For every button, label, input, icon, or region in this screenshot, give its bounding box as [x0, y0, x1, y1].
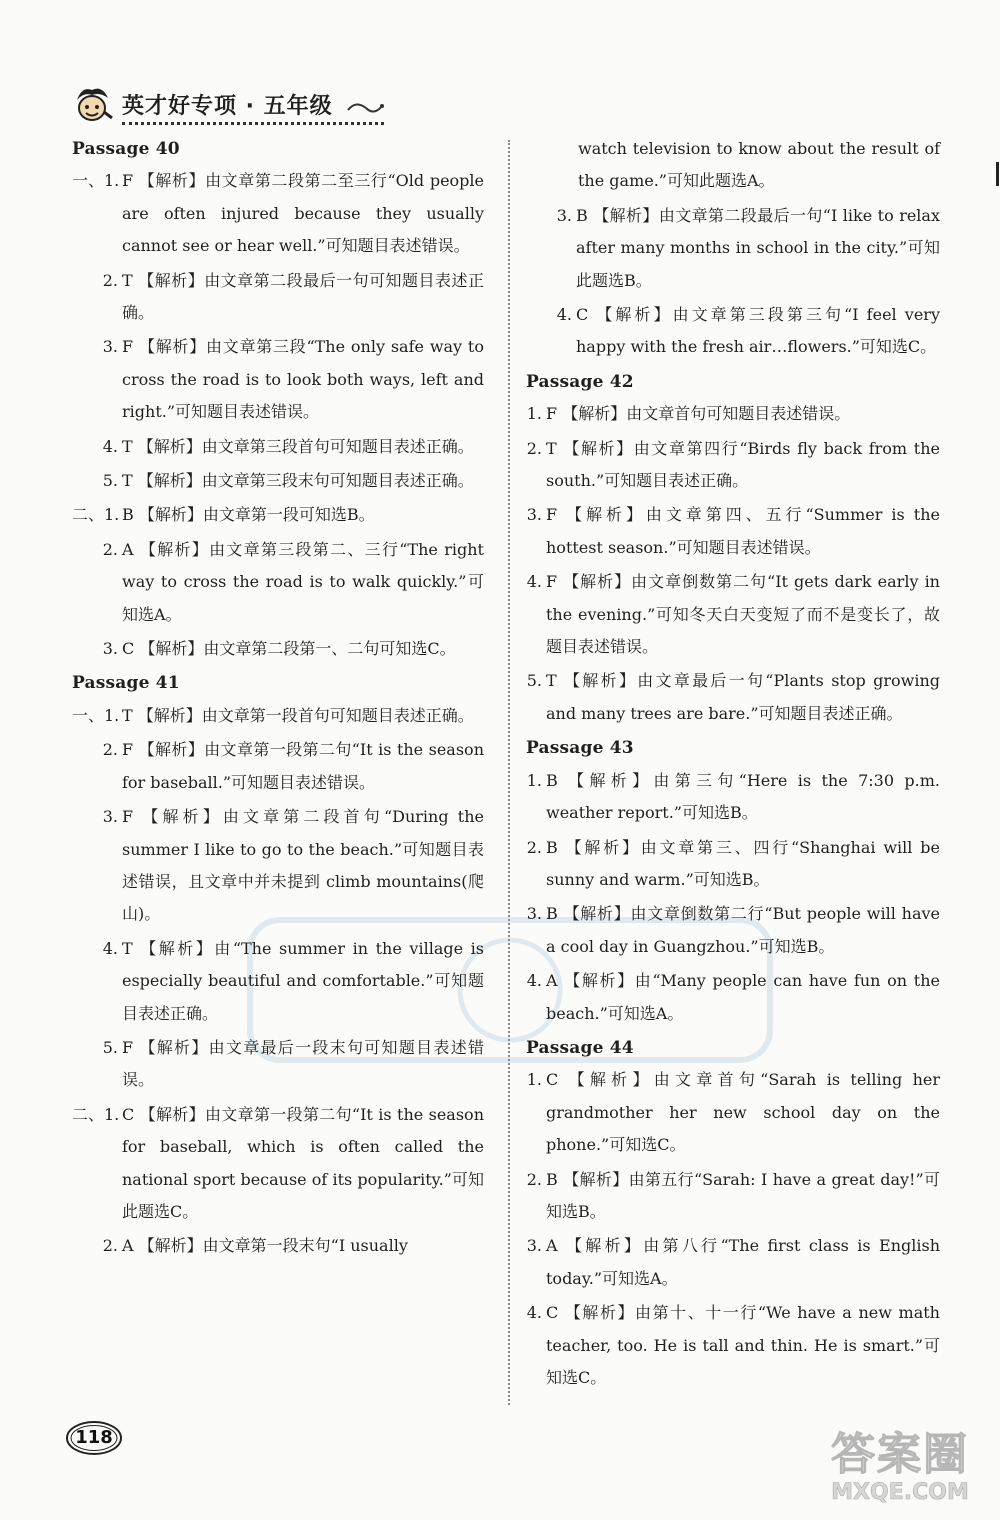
- answer-item: [526, 1297, 940, 1394]
- item-number: 3.: [102, 337, 118, 357]
- right-column: [526, 133, 940, 1396]
- item-number: 2.: [102, 270, 118, 290]
- answer-item: [526, 898, 940, 963]
- item-number: 4.: [102, 938, 118, 958]
- answer-item: [526, 433, 940, 498]
- left-column: [72, 133, 484, 1265]
- answer-item: [72, 801, 484, 931]
- answer-text: B 【解析】由文章第三、四行“Shanghai will be sunny and warm.”可知选B。: [546, 837, 940, 889]
- watermark-text: 答案圈: [831, 1429, 969, 1480]
- page-number: [64, 1418, 124, 1458]
- answer-text: A 【解析】由第八行“The first class is English today.”可知选A。: [546, 1236, 940, 1288]
- item-number: 5.: [102, 471, 118, 491]
- answer-text: B 【解析】由文章第一段可知选B。: [122, 505, 375, 525]
- item-number: 2.: [102, 740, 118, 760]
- passage-title: Passage 40: [72, 139, 180, 159]
- item-number: 3.: [526, 904, 542, 924]
- item-number: 3.: [102, 639, 118, 659]
- edge-mark: [996, 162, 999, 186]
- answer-item: [72, 165, 484, 262]
- item-number: 2.: [526, 837, 542, 857]
- page-header: [70, 82, 333, 126]
- passage-title: Passage 41: [72, 673, 180, 694]
- item-number: 5.: [526, 671, 542, 691]
- header-title: 英才好专项 · 五年级: [122, 93, 333, 119]
- item-number: 4.: [556, 305, 572, 325]
- answer-text: T 【解析】由文章最后一句“Plants stop growing and many trees are bare.”可知题目表述正确。: [546, 671, 940, 723]
- answer-item: [72, 933, 484, 1030]
- answer-text: T 【解析】由文章第三段末句可知题目表述正确。: [122, 471, 474, 491]
- answer-text: F 【解析】由文章首句可知题目表述错误。: [546, 404, 851, 424]
- item-number: 1.: [526, 1070, 542, 1090]
- item-number: 3.: [102, 807, 118, 827]
- answer-item: [526, 1164, 940, 1229]
- answer-text: B 【解析】由文章倒数第二行“But people will have a cool day in Guangzhou.”可知选B。: [546, 904, 940, 956]
- item-number: 2.: [526, 1169, 542, 1189]
- answer-item: [72, 265, 484, 330]
- answer-text: A 【解析】由“Many people can have fun on the beach.”可知选A。: [546, 971, 940, 1023]
- item-number: 4.: [526, 1303, 542, 1323]
- answer-item: [526, 566, 940, 663]
- answer-item: [72, 1032, 484, 1097]
- answer-text: T 【解析】由文章第三段首句可知题目表述正确。: [122, 436, 474, 456]
- answer-text: A 【解析】由文章第一段末句“I usually: [122, 1236, 408, 1256]
- passage-title: Passage 43: [526, 738, 634, 759]
- answer-text: T 【解析】由文章第二段最后一句可知题目表述正确。: [122, 270, 484, 323]
- answer-text: F 【解析】由文章倒数第二句“It gets dark early in the evening.”可知冬天白天变短了而不是变长了，故题目表述错误。: [546, 572, 940, 657]
- item-number: 1.: [526, 770, 542, 790]
- answer-item: [72, 431, 484, 463]
- answer-item: [72, 499, 484, 531]
- answer-text: C 【解析】由第十、十一行“We have a new math teacher, too. He is tall and thin. He is smart.”可知选C。: [546, 1303, 940, 1387]
- cartoon-mascot-icon: [70, 82, 114, 126]
- item-number: 一、1.: [72, 705, 120, 725]
- swirl-ornament-icon: [346, 98, 386, 122]
- answer-text: B 【解析】由第五行“Sarah: I have a great day!”可知选B。: [546, 1169, 940, 1221]
- answer-item: [526, 765, 940, 830]
- page-number-text: 118: [75, 1427, 113, 1448]
- answer-item: [526, 499, 940, 564]
- answer-text: B 【解析】由文章第二段最后一句“I like to relax after many months in school in the city.”可知此题选B。: [576, 205, 940, 290]
- column-divider: [508, 140, 510, 1405]
- answer-text: T 【解析】由文章第四行“Birds fly back from the south.”可知题目表述正确。: [546, 438, 940, 491]
- answer-item: [526, 398, 940, 430]
- answer-text: F 【解析】由文章第二段首句“During the summer I like to go to the beach.”可知题目表述错误，且文章中并未提到 climb mountains(爬山)。: [122, 807, 484, 924]
- answer-item: [72, 465, 484, 497]
- item-number: 4.: [526, 572, 542, 592]
- answer-text: F 【解析】由文章第三段“The only safe way to cross the road is to look both ways, left and right.”可知题目表述错误。: [122, 337, 484, 422]
- passage-title: Passage 42: [526, 371, 634, 392]
- answer-item: [72, 734, 484, 799]
- answer-text: F 【解析】由文章第四、五行“Summer is the hottest season.”可知题目表述错误。: [546, 505, 940, 557]
- answer-text: A 【解析】由文章第三段第二、三行“The right way to cross the road is to walk quickly.”可知选A。: [122, 539, 484, 624]
- item-number: 2.: [526, 438, 542, 458]
- item-number: 5.: [102, 1037, 118, 1057]
- answer-item: [72, 534, 484, 631]
- item-number: 3.: [526, 505, 542, 525]
- answer-item: [526, 200, 940, 297]
- answer-item: [72, 1099, 484, 1229]
- answer-item: [526, 1064, 940, 1161]
- item-number: 1.: [526, 404, 542, 424]
- item-number: 2.: [102, 539, 118, 559]
- item-number: 2.: [102, 1236, 118, 1256]
- answer-text: T 【解析】由文章第一段首句可知题目表述正确。: [122, 705, 474, 725]
- item-number: 3.: [526, 1236, 542, 1256]
- item-number: 一、1.: [72, 171, 120, 191]
- answer-item: [72, 331, 484, 428]
- answer-text: C 【解析】由文章第二段第一、二句可知选C。: [122, 639, 456, 659]
- answer-item: [526, 1230, 940, 1295]
- header-dotted-rule: [122, 122, 384, 125]
- answer-text: T 【解析】由“The summer in the village is especially beautiful and comfortable.”可知题目表述正确。: [122, 938, 484, 1023]
- watermark: [810, 1418, 990, 1514]
- watermark-url: MXQE.COM: [831, 1480, 969, 1505]
- answer-text: C 【解析】由文章首句“Sarah is telling her grandmother her new school day on the phone.”可知选C。: [546, 1070, 940, 1155]
- answer-item: [72, 1230, 484, 1262]
- answer-item: [72, 700, 484, 732]
- answer-item: [526, 665, 940, 730]
- answer-text: C 【解析】由文章第一段第二句“It is the season for baseball, which is often called the national sport because of its popularity.”可知此题选C。: [122, 1104, 484, 1221]
- answer-text: B 【解析】由第三句“Here is the 7:30 p.m. weather report.”可知选B。: [546, 770, 940, 823]
- item-number: 二、1.: [72, 505, 120, 525]
- passage-title: Passage 44: [526, 1037, 634, 1058]
- answer-item: [526, 832, 940, 897]
- item-number: 4.: [102, 436, 118, 456]
- item-number: 4.: [526, 971, 542, 991]
- answer-text: C 【解析】由文章第三段第三句“I feel very happy with the fresh air…flowers.”可知选C。: [576, 305, 940, 357]
- item-number: 二、1.: [72, 1104, 120, 1124]
- answer-item: [72, 633, 484, 665]
- answer-item: [526, 965, 940, 1030]
- item-number: 3.: [556, 205, 572, 225]
- answer-item: [526, 299, 940, 364]
- answer-continuation: watch television to know about the result of the game.”可知此题选A。: [578, 139, 940, 191]
- answer-text: F 【解析】由文章第一段第二句“It is the season for baseball.”可知题目表述错误。: [122, 740, 484, 792]
- answer-text: F 【解析】由文章第二段第二至三行“Old people are often injured because they usually cannot see or hear well.”可知题目表述错误。: [122, 171, 484, 256]
- answer-text: F 【解析】由文章最后一段末句可知题目表述错误。: [122, 1037, 484, 1090]
